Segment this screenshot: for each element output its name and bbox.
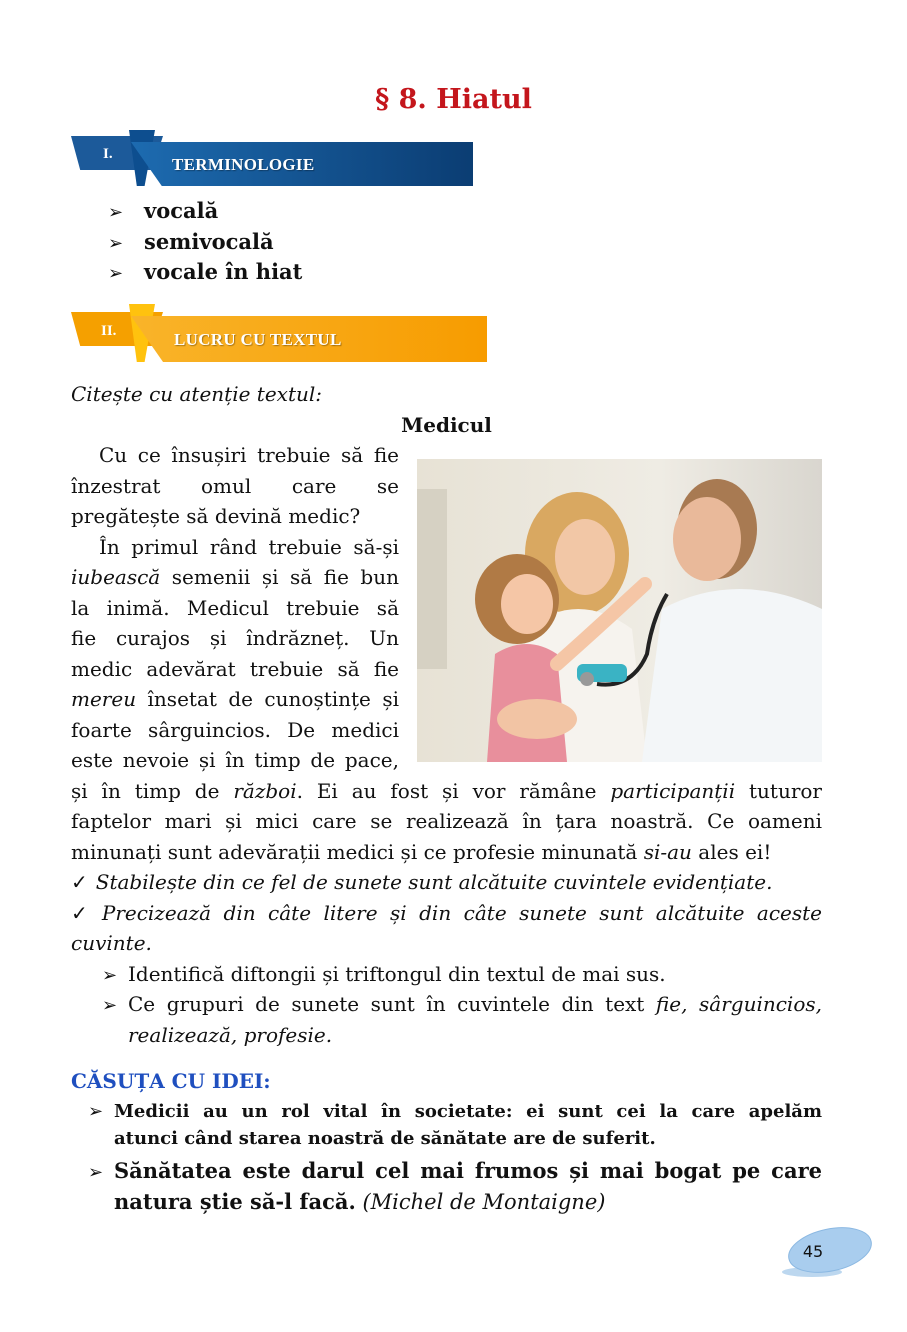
- arrow-bullet-icon: ➢: [88, 1101, 104, 1122]
- doctor-child-photo: [417, 459, 822, 762]
- paragraph-line: minunați sunt adevărații medici și ce profesie minunată si-au ales ei!: [71, 840, 772, 864]
- arrow-bullet-icon: ➢: [102, 965, 118, 986]
- task-item-continued: cuvinte.: [71, 931, 152, 955]
- check-icon: ✓: [71, 870, 88, 894]
- section-label: LUCRU CU TEXTUL: [174, 330, 342, 349]
- idea-item-continued: natura știe să-l facă. (Michel de Montaigne): [114, 1189, 606, 1214]
- section-number: II.: [101, 323, 117, 339]
- task-item: ➢ Ce grupuri de sunete sunt în cuvintele din text fie, sârguincios,: [102, 989, 822, 1020]
- paragraph-line: Cu ce însușiri trebuie să fie: [99, 443, 399, 467]
- paragraph-line: înzestrat omul care se: [71, 474, 399, 498]
- section-label: TERMINOLOGIE: [172, 155, 315, 174]
- paragraph-line: foarte sârguincios. De medici: [71, 718, 399, 742]
- page-title: § 8. Hiatul: [375, 84, 532, 115]
- check-icon: ✓: [71, 901, 94, 925]
- section-banner-terminology: [71, 130, 473, 186]
- text-title: Medicul: [401, 413, 492, 437]
- terminology-list: [108, 196, 302, 288]
- paragraph-line: faptelor mari și mici care se realizează în țara noastră. Ce oameni: [71, 809, 822, 833]
- list-item: ➢ vocală: [108, 196, 302, 227]
- section-banner-text-work: [71, 304, 487, 362]
- instruction: Citește cu atenție textul:: [71, 382, 323, 406]
- paragraph-line: la inimă. Medicul trebuie să: [71, 596, 399, 620]
- paragraph-line: fie curajos și îndrăzneț. Un: [71, 626, 399, 650]
- task-item: ✓ Stabilește din ce fel de sunete sunt alcătuite cuvintele evidențiate.: [71, 870, 773, 894]
- task-item: ✓ Precizează din câte litere și din câte sunete sunt alcătuite aceste: [71, 901, 822, 925]
- paragraph-line: este nevoie și în timp de pace,: [71, 748, 399, 772]
- section-number: I.: [103, 146, 113, 162]
- task-item: ➢ Identifică diftongii și triftongul din textul de mai sus.: [102, 959, 822, 992]
- paragraph-line: pregătește să devină medic?: [71, 504, 361, 528]
- page-number: 45: [802, 1242, 824, 1261]
- ideas-heading: CĂSUȚA CU IDEI:: [71, 1069, 271, 1093]
- page-number-badge: [782, 1226, 874, 1278]
- paragraph-line: mereu însetat de cunoștințe și: [71, 687, 399, 711]
- paragraph-line: și în timp de război. Ei au fost și vor rămâne participanții tuturor: [71, 779, 822, 803]
- paragraph-line: În primul rând trebuie să-și: [99, 535, 399, 559]
- list-item: ➢ semivocală: [108, 227, 302, 258]
- idea-item: ➢ Sănătatea este darul cel mai frumos și mai bogat pe care: [88, 1155, 822, 1186]
- arrow-bullet-icon: ➢: [102, 995, 118, 1016]
- idea-item-continued: atunci când starea noastră de sănătate are de suferit.: [114, 1128, 656, 1149]
- list-item: ➢ vocale în hiat: [108, 257, 302, 288]
- arrow-bullet-icon: ➢: [108, 232, 124, 254]
- paragraph-line: iubească semenii și să fie bun: [71, 565, 399, 589]
- arrow-bullet-icon: ➢: [108, 263, 124, 284]
- task-item-continued: realizează, profesie.: [128, 1023, 333, 1047]
- idea-item: ➢ Medicii au un rol vital în societate: ei sunt cei la care apelăm: [88, 1098, 822, 1125]
- arrow-bullet-icon: ➢: [108, 202, 124, 223]
- arrow-bullet-icon: ➢: [88, 1162, 104, 1183]
- paragraph-line: medic adevărat trebuie să fie: [71, 657, 399, 681]
